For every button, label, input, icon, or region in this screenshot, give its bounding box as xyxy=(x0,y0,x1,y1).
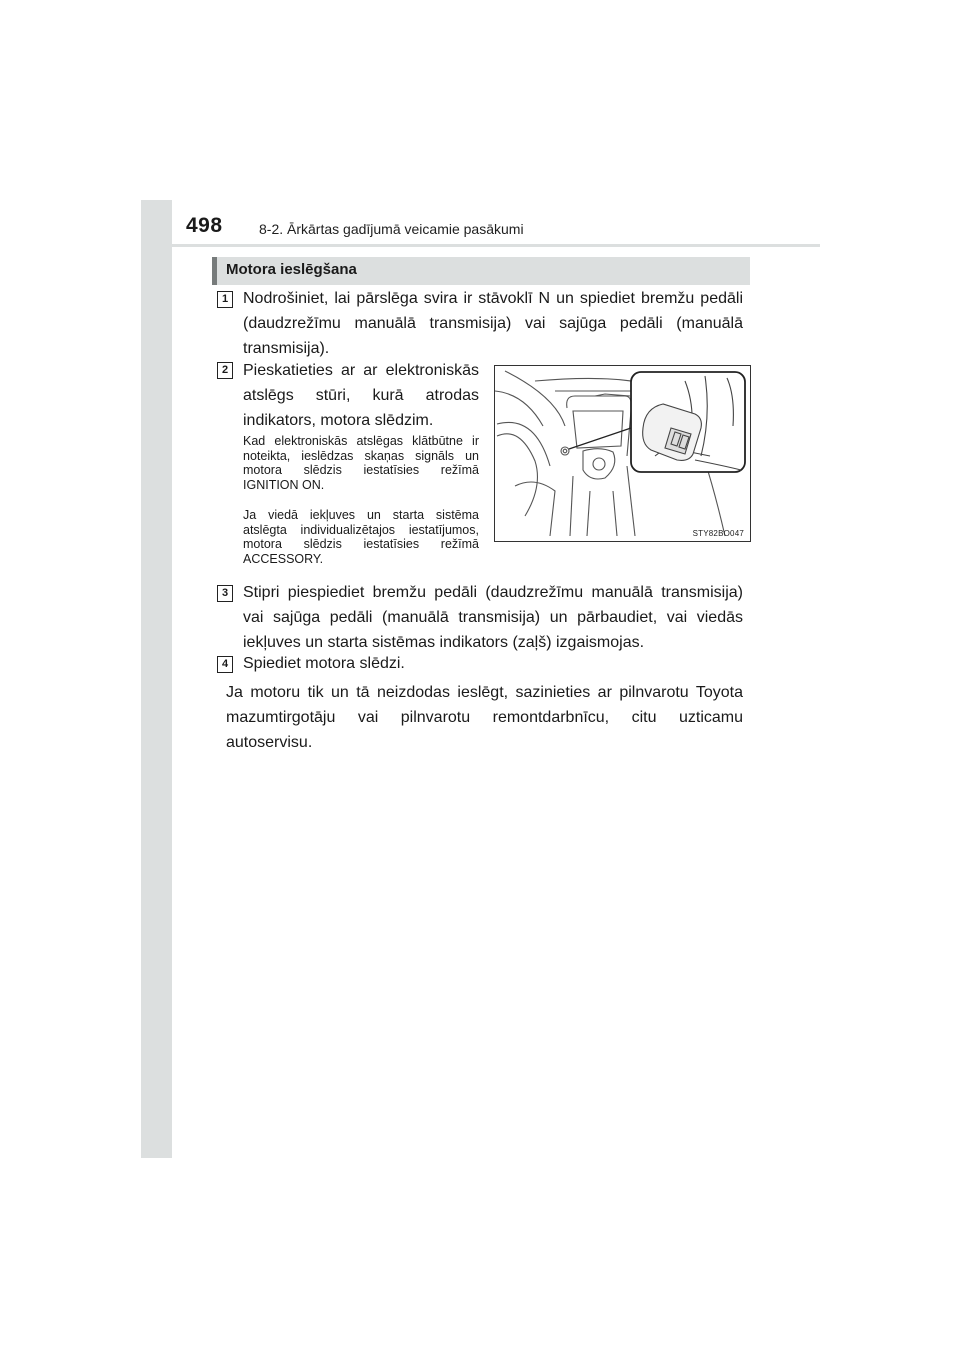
step-2-note-2: Ja viedā iekļuves un starta sistēma atslēgta individualizētajos iestatījumos, motora slēdzis iestatīsies režīmā ACCESSORY. xyxy=(243,508,479,566)
page-number: 498 xyxy=(186,214,223,237)
smart-key-illustration xyxy=(494,365,751,542)
dashboard-key-drawing xyxy=(495,366,750,541)
step-number-4: 4 xyxy=(217,656,233,673)
step-number-3: 3 xyxy=(217,585,233,602)
section-heading-accent xyxy=(212,257,217,285)
closing-paragraph: Ja motoru tik un tā neizdodas ieslēgt, sazinieties ar pilnvarotu Toyota mazumtirgotāju vai pilnvarotu remontdarbnīcu, citu uzticamu autoservisu. xyxy=(226,684,743,751)
header-divider xyxy=(172,244,820,247)
section-heading-bar xyxy=(212,257,750,285)
step-1-text: Nodrošiniet, lai pārslēga svira ir stāvoklī N un spiediet bremžu pedāli (daudzrežīmu manuālā transmisija) vai sajūga pedāli (manuālā transmisija). xyxy=(243,290,743,357)
page-side-tab xyxy=(141,200,172,1158)
section-breadcrumb: 8-2. Ārkārtas gadījumā veicamie pasākumi xyxy=(259,221,524,237)
step-2-note-1: Kad elektroniskās atslēgas klātbūtne ir noteikta, ieslēdzas skaņas signāls un motora slēdzis iestatīsies režīmā IGNITION ON. xyxy=(243,434,479,492)
step-number-1: 1 xyxy=(217,291,233,308)
step-4-text: Spiediet motora slēdzi. xyxy=(243,655,405,672)
step-3-text: Stipri piespiediet bremžu pedāli (daudzrežīmu manuālā transmisija) vai sajūga pedāli (manuālā transmisija) un pārbaudiet, vai viedās iekļuves un starta sistēmas indikators (zaļš) izgaismojas. xyxy=(243,584,743,651)
step-2-text: Pieskatieties ar ar elektroniskās atslēgs stūri, kurā atrodas indikators, motora slēdzim. xyxy=(243,362,479,429)
figure-code: STY82BO047 xyxy=(692,529,744,538)
step-number-2: 2 xyxy=(217,362,233,379)
section-title: Motora ieslēgšana xyxy=(226,261,357,278)
